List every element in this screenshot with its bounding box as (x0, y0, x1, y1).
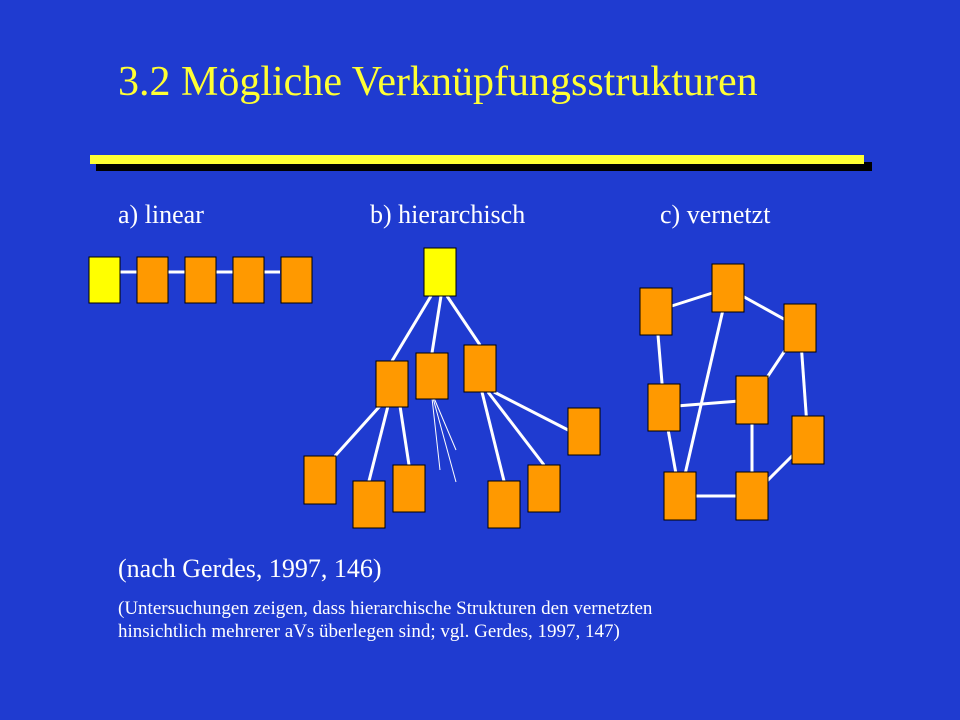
hierarchical-node (393, 465, 425, 512)
linear-structure (89, 257, 312, 303)
label-networked: c) vernetzt (660, 200, 771, 229)
linear-node (137, 257, 168, 303)
hierarchical-node (376, 361, 408, 407)
hierarchical-node (528, 465, 560, 512)
hierarchical-links (335, 296, 572, 481)
linear-start-node (89, 257, 120, 303)
hierarchical-root-node (424, 248, 456, 296)
slide-title: 3.2 Mögliche Verknüpfungsstrukturen (118, 59, 758, 105)
networked-node (784, 304, 816, 352)
label-hierarchical: b) hierarchisch (370, 200, 526, 229)
research-note-line-2: hinsichtlich mehrerer aVs überlegen sind; vgl. Gerdes, 1997, 147) (118, 621, 620, 642)
hierarchical-node (353, 481, 385, 528)
hierarchical-node (464, 345, 496, 392)
networked-node (640, 288, 672, 335)
hierarchical-node (488, 481, 520, 528)
networked-node (792, 416, 824, 464)
networked-node (712, 264, 744, 312)
source-citation: (nach Gerdes, 1997, 146) (118, 554, 382, 583)
linear-node (233, 257, 264, 303)
research-note (118, 597, 878, 643)
networked-node (648, 384, 680, 431)
research-note-line-1: (Untersuchungen zeigen, dass hierarchische Strukturen den vernetzten (118, 598, 653, 619)
networked-node (736, 472, 768, 520)
linear-node (281, 257, 312, 303)
linear-node (185, 257, 216, 303)
hierarchical-node (416, 353, 448, 399)
label-linear: a) linear (118, 200, 204, 229)
networked-node (736, 376, 768, 424)
networked-node (664, 472, 696, 520)
hierarchical-node (568, 408, 600, 455)
networked-structure (640, 264, 824, 520)
hierarchical-structure (304, 248, 600, 528)
hierarchical-thin-links (432, 398, 456, 482)
hierarchical-node (304, 456, 336, 504)
